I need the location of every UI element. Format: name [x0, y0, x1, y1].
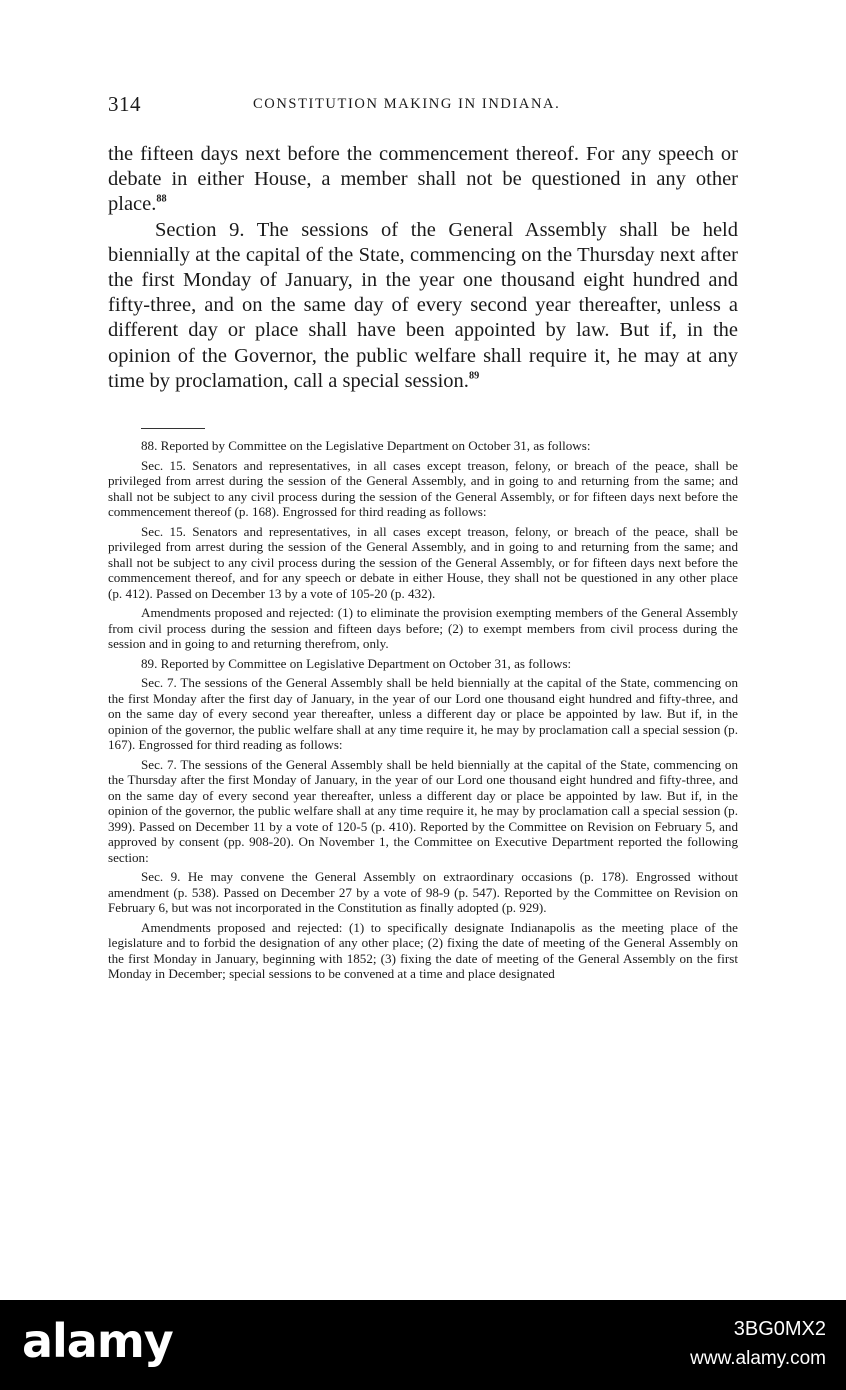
body-text: [108, 142, 738, 394]
footnote-ref[interactable]: 89: [468, 370, 480, 382]
footnote-divider: [141, 428, 205, 429]
paragraph-text: Section 9. The sessions of the General Assembly shall be held biennially at the capital of the State, commencing on the Thursday next after the first Monday of January, in the year one thousand eight hundred and fifty-three, and on the same day of every second year thereafter, unless a different day or place shall have been appointed by law. But if, in the opinion of the Governor, the public welfare shall require it, he may at any time by proclamation, call a special session.: [108, 218, 738, 392]
body-paragraph: [108, 142, 738, 218]
image-id: 3BG0MX2: [733, 1318, 826, 1340]
page-header: [108, 92, 738, 118]
footnote-paragraph: Sec. 15. Senators and representatives, in all cases except treason, felony, or breach of the peace, shall be privileged from arrest during the session of the General Assembly, and in going to and returning from the same; and shall not be subject to any civil process during the session of the General Assembly, or for fifteen days next before the commencement thereof, and for any speech or debate in either House, they shall not be questioned in any other place (p. 412). Passed on December 13 by a vote of 105-20 (p. 432).: [108, 523, 738, 601]
footnotes: [108, 438, 738, 982]
paragraph-text: the fifteen days next before the commencement thereof. For any speech or debate in either House, a member shall not be questioned in any other place.: [108, 143, 738, 216]
section-9-paragraph: [108, 218, 738, 394]
page-number: 314: [108, 92, 141, 116]
footnote-paragraph: 89. Reported by Committee on Legislative Department on October 31, as follows:: [141, 655, 572, 671]
footnote-paragraph: Sec. 15. Senators and representatives, in all cases except treason, felony, or breach of the peace, shall be privileged from arrest during the session of the General Assembly, and in going to and returning from the same; and shall not be subject to any civil process during the session of the General Assembly, or for fifteen days next before the commencement thereof (p. 168). Engrossed for third reading as follows:: [108, 457, 738, 519]
footnote-paragraph: Sec. 7. The sessions of the General Assembly shall be held biennially at the capital of the State, commencing on the first Monday after the first day of January, in the year of our Lord one thousand eight hundred and fifty-three, and on the same day of every second year thereafter, unless a different day or place be appointed by law. But if, in the opinion of the governor, the public welfare shall at any time require it, he may by proclamation call a special session (p. 167). Engrossed for third reading as follows:: [108, 675, 738, 752]
footnote-paragraph: Sec. 7. The sessions of the General Assembly shall be held biennially at the capital of the State, commencing on the Thursday after the first Monday of January, in the year of our Lord one thousand eight hundred and fifty-three, and on the same day of every second year thereafter, unless a different day or place be appointed by law. But if, in the opinion of the governor, the public welfare shall at any time require it, he may by proclamation call a special session (p. 399). Passed on December 11 by a vote of 120-5 (p. 410). Reported by the Committee on Revision on February 5, and approved by consent (pp. 908-20). On November 1, the Committee on Executive Department reported the following section:: [108, 756, 738, 865]
alamy-logo: alamy: [22, 1314, 173, 1368]
site-url: www.alamy.com: [690, 1348, 826, 1369]
footnote-paragraph: Amendments proposed and rejected: (1) to eliminate the provision exempting members of the General Assembly from civil process during the session and fifteen days before; (2) to exempt members from civil process during the session and in going to and returning therefrom, only.: [108, 605, 738, 651]
footnote-paragraph: Sec. 9. He may convene the General Assembly on extraordinary occasions (p. 178). Engrossed without amendment (p. 538). Passed on December 27 by a vote of 98-9 (p. 547). Reported by the Committee on Revision on February 6, but was not incorporated in the Constitution as finally adopted (p. 929).: [108, 869, 738, 915]
footnote-paragraph: 88. Reported by Committee on the Legislative Department on October 31, as follows:: [141, 438, 591, 453]
watermark-bar: [0, 1300, 846, 1390]
footnote-paragraph: Amendments proposed and rejected: (1) to specifically designate Indianapolis as the meeting place of the legislature and to forbid the designation of any other place; (2) fixing the date of meeting of the General Assembly on the first Monday in January, beginning with 1852; (3) fixing the date of meeting of the General Assembly on the first Monday in December; special sessions to be convened at a time and place designated: [108, 919, 738, 981]
footnote-ref[interactable]: 88: [156, 193, 167, 205]
running-head: CONSTITUTION MAKING IN INDIANA.: [253, 96, 561, 112]
